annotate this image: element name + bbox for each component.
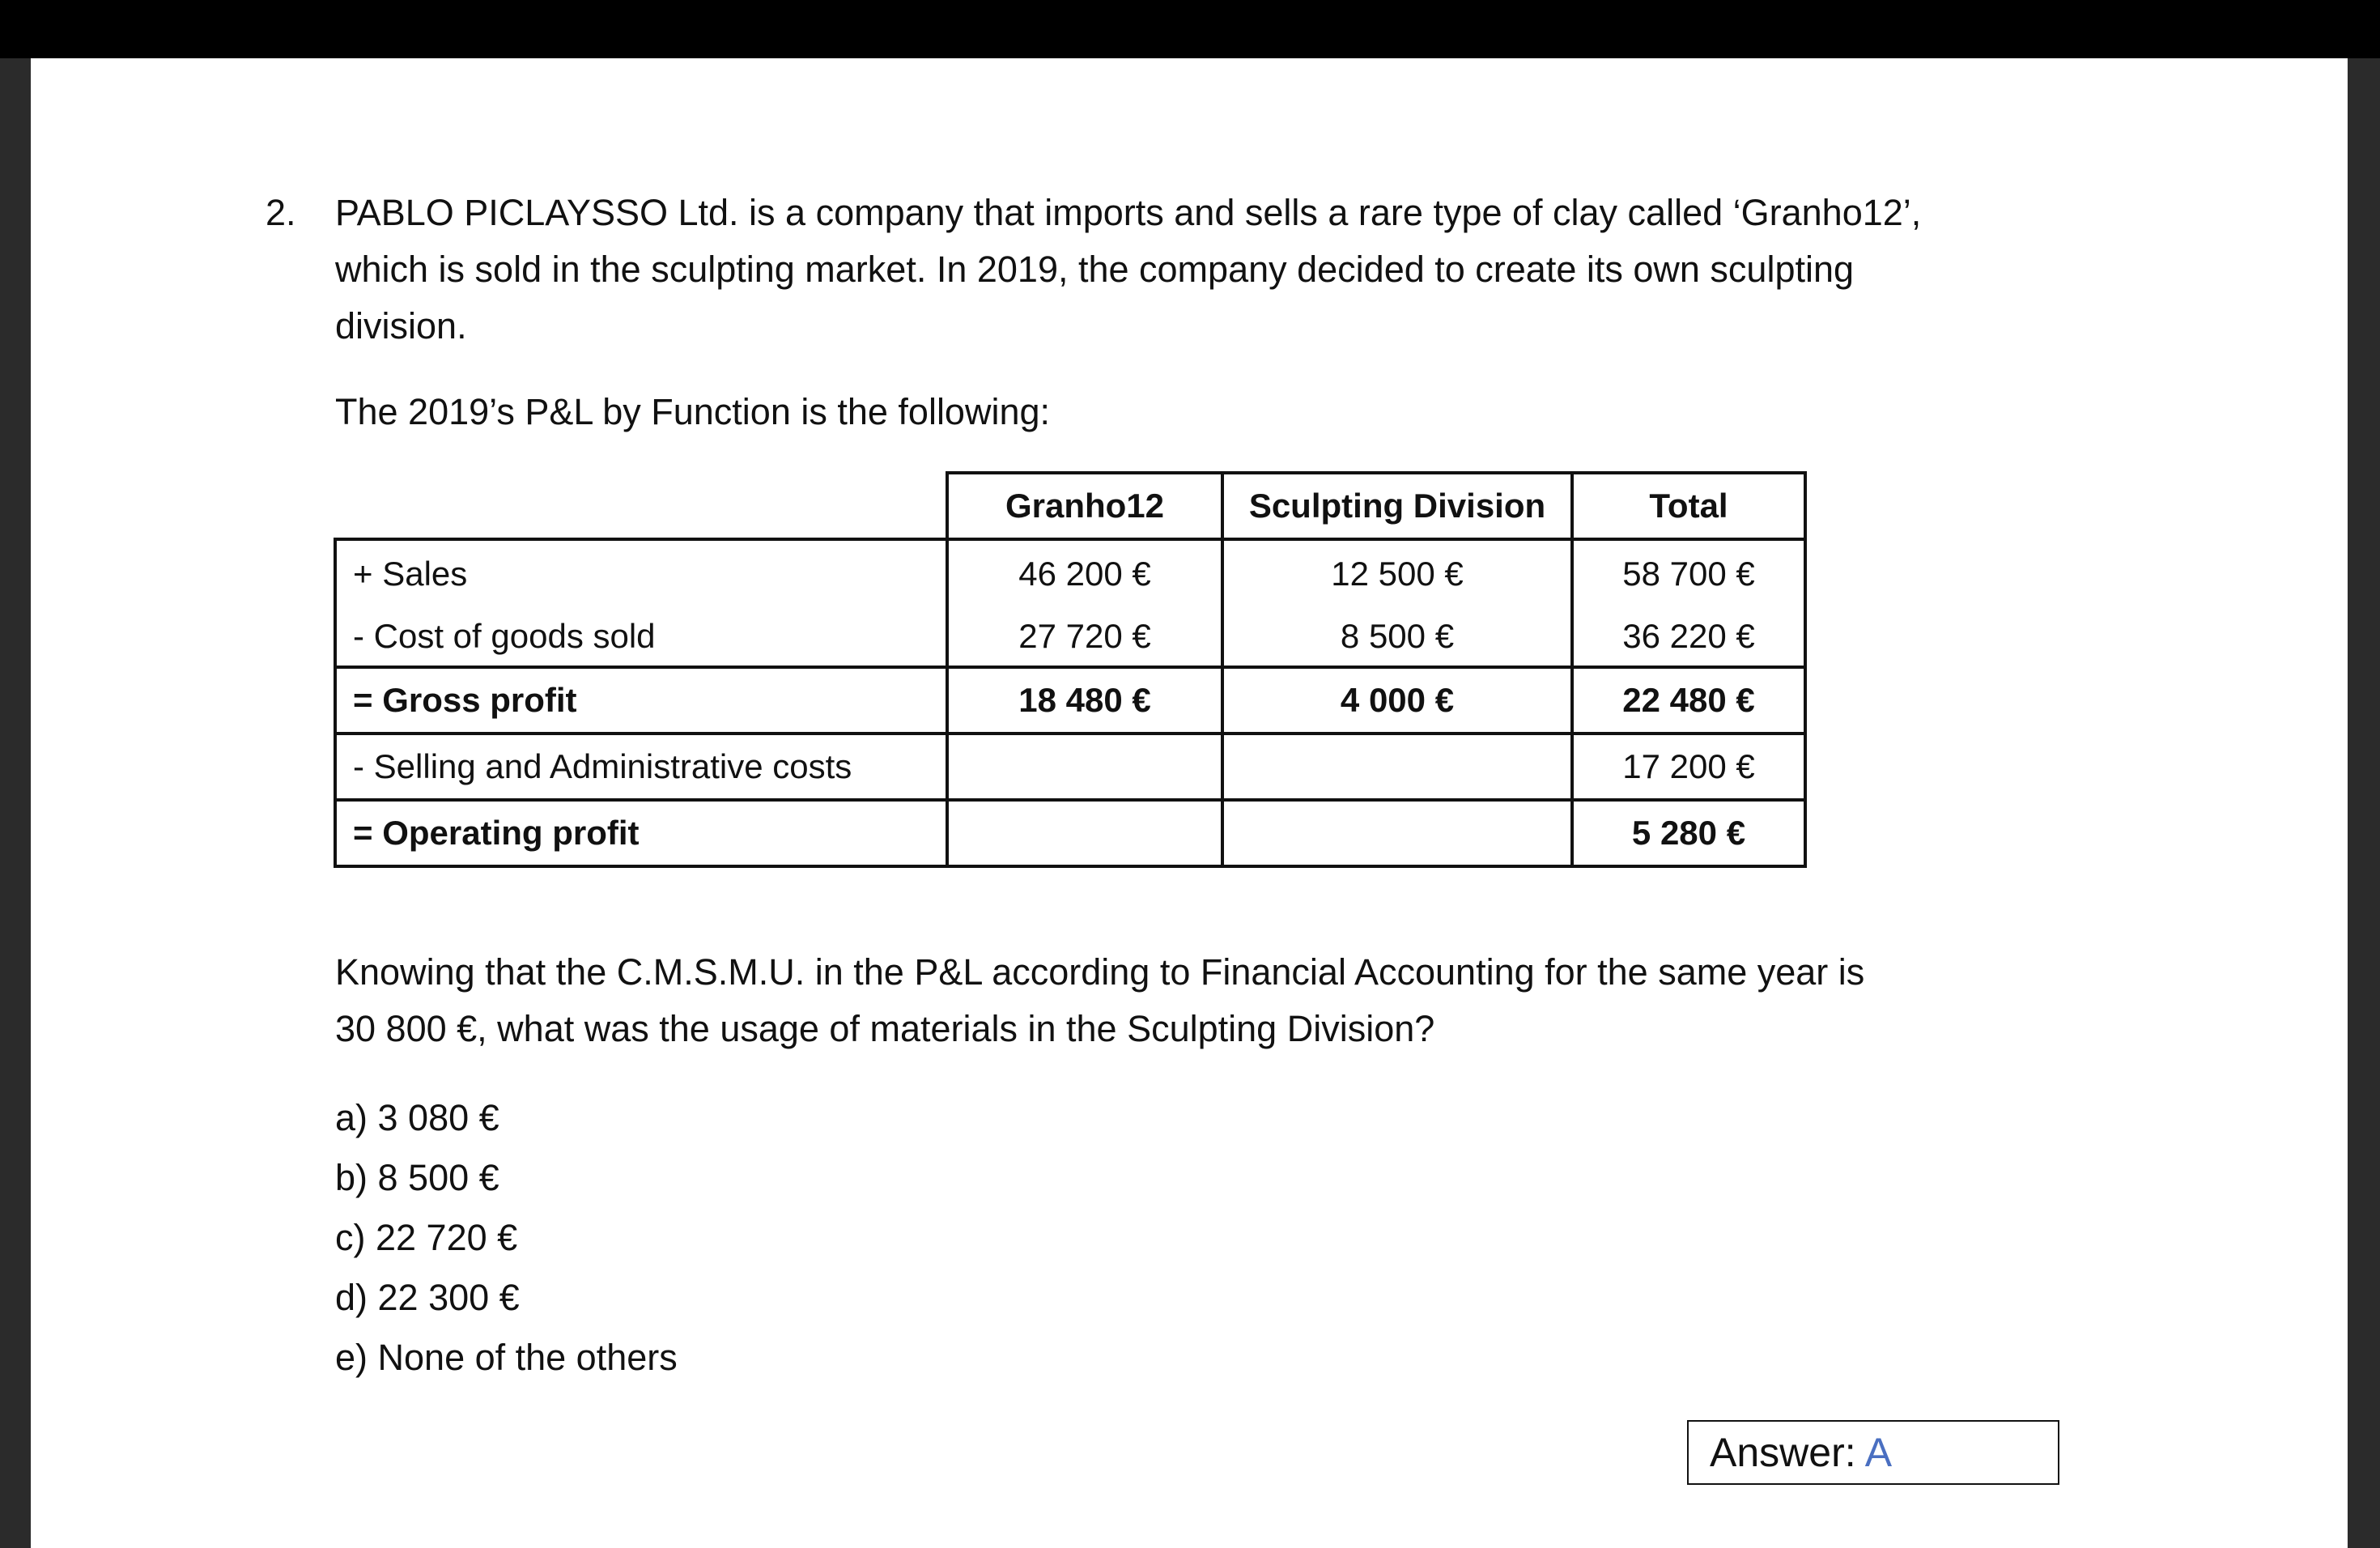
table-row-cogs <box>335 607 1805 667</box>
cell-sculpting: 12 500 € <box>1222 539 1572 607</box>
question-number: 2. <box>266 192 296 233</box>
cell-sculpting: 4 000 € <box>1222 667 1572 734</box>
option-b: b) 8 500 € <box>335 1157 499 1198</box>
cell-granho12: 46 200 € <box>947 539 1222 607</box>
cell-sculpting: 8 500 € <box>1222 607 1572 667</box>
option-c: c) 22 720 € <box>335 1217 518 1258</box>
table-row-sales <box>335 539 1805 607</box>
header-granho12: Granho12 <box>947 473 1222 539</box>
cell-total: 58 700 € <box>1572 539 1805 607</box>
option-e: e) None of the others <box>335 1337 678 1378</box>
question-line: 30 800 €, what was the usage of materials in the Sculpting Division? <box>335 1008 1435 1049</box>
row-label: - Cost of goods sold <box>335 607 947 667</box>
question-intro <box>335 185 2051 355</box>
row-label: + Sales <box>335 539 947 607</box>
intro-line: division. <box>335 305 467 347</box>
header-sculpting-division: Sculpting Division <box>1222 473 1572 539</box>
answer-box <box>1687 1420 2059 1485</box>
cell-total: 22 480 € <box>1572 667 1805 734</box>
option-a: a) 3 080 € <box>335 1097 499 1138</box>
intro-line: PABLO PICLAYSSO Ltd. is a company that imports and sells a rare type of clay called ‘Granho12’, <box>335 192 1922 233</box>
table-row-gross-profit <box>335 667 1805 734</box>
pl-by-function-table <box>334 471 1807 868</box>
cell-total: 17 200 € <box>1572 734 1805 800</box>
row-label: = Gross profit <box>335 667 947 734</box>
question-line: Knowing that the C.M.S.M.U. in the P&L according to Financial Accounting for the same year is <box>335 951 1865 993</box>
header-total: Total <box>1572 473 1805 539</box>
intro-line: which is sold in the sculpting market. In 2019, the company decided to create its own sculpting <box>335 249 1855 290</box>
viewer-left-margin <box>0 58 31 1548</box>
table-row-operating-profit <box>335 800 1805 866</box>
top-bar <box>0 0 2380 58</box>
cell-granho12 <box>947 734 1222 800</box>
answer-options <box>335 1088 678 1388</box>
header-blank-cell <box>335 473 947 539</box>
question-body <box>335 944 2051 1057</box>
cell-sculpting <box>1222 734 1572 800</box>
cell-total: 36 220 € <box>1572 607 1805 667</box>
answer-value: A <box>1864 1430 1893 1475</box>
viewer-right-margin <box>2348 58 2380 1548</box>
table-row-selling-admin <box>335 734 1805 800</box>
option-d: d) 22 300 € <box>335 1277 520 1318</box>
cell-granho12: 27 720 € <box>947 607 1222 667</box>
row-label: = Operating profit <box>335 800 947 866</box>
row-label: - Selling and Administrative costs <box>335 734 947 800</box>
cell-sculpting <box>1222 800 1572 866</box>
answer-label: Answer: <box>1710 1430 1865 1475</box>
table-header-row <box>335 473 1805 539</box>
pl-table-title: The 2019’s P&L by Function is the following: <box>335 391 1051 432</box>
cell-granho12 <box>947 800 1222 866</box>
cell-granho12: 18 480 € <box>947 667 1222 734</box>
cell-total: 5 280 € <box>1572 800 1805 866</box>
